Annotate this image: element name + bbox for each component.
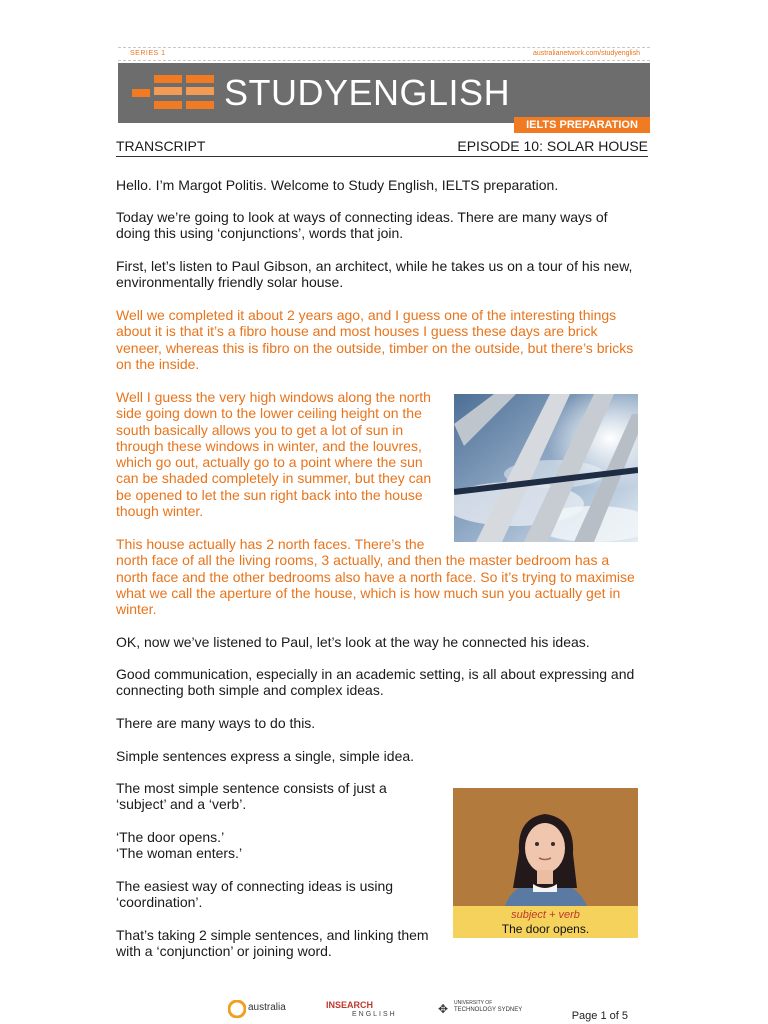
- australia-logo-text: australia: [248, 1002, 286, 1013]
- episode-title: EPISODE 10: SOLAR HOUSE: [457, 138, 648, 154]
- paragraph-intro: Hello. I’m Margot Politis. Welcome to Study English, IELTS preparation.: [116, 177, 559, 193]
- louvres-photo: [454, 394, 638, 542]
- uts-line2: TECHNOLOGY SYDNEY: [454, 1007, 523, 1013]
- ielts-preparation-tag: IELTS PREPARATION: [514, 117, 650, 133]
- document-header: [116, 138, 648, 157]
- paragraph-linking: That’s taking 2 simple sentences, and linking them with a ‘conjunction’ or joining word.: [116, 927, 429, 960]
- paragraph-coordination: The easiest way of connecting ideas is using ‘coordination’.: [116, 878, 394, 911]
- paragraph-many-ways: There are many ways to do this.: [116, 715, 316, 731]
- paragraph-quote-3: This house actually has 2 north faces. There’s the north face of all the living rooms, 3 actually, and then the master bedroom has a north face and the other bedrooms also have a north face. So it’s trying to maximise what we call the aperture of the house, which is how much sun you actually get in winter.: [116, 536, 635, 618]
- transcript-label: TRANSCRIPT: [116, 138, 206, 154]
- brand-title-english: ENGLISH: [348, 72, 511, 113]
- paragraph-good-communication: Good communication, especially in an academic setting, is all about expressing and connecting both simple and complex ideas.: [116, 666, 635, 699]
- page-number: Page 1 of 5: [571, 1010, 628, 1022]
- paragraph-simple-sentences: Simple sentences express a single, simple idea.: [116, 748, 415, 764]
- insearch-english-logo: [326, 1000, 396, 1020]
- study-english-banner: [118, 47, 650, 132]
- uts-logo: [438, 1000, 528, 1020]
- paragraph-most-simple: The most simple sentence consists of just a ‘subject’ and a ‘verb’.: [116, 780, 387, 813]
- footer-logos: [228, 998, 528, 1020]
- uts-crest-icon: ✥: [438, 1002, 449, 1016]
- australia-network-logo: [228, 998, 288, 1020]
- australia-network-icon: [228, 1000, 246, 1018]
- brand-title: [224, 73, 510, 113]
- paragraph-quote-2: Well I guess the very high windows along the north side going down to the lower ceiling height on the south basically allows you to get a lot of sun in through these windows in winter, and the louvres, which go out, actually go to a point where the sun can be shaded completely in summer, but they can be opened to let the sun right back into the house though winter.: [116, 389, 432, 520]
- uts-line1: UNIVERSITY OF: [454, 1000, 493, 1006]
- paragraph-ok: OK, now we’ve listened to Paul, let’s look at the way he connected his ideas.: [116, 634, 590, 650]
- paragraph-quote-1: Well we completed it about 2 years ago, and I guess one of the interesting things about it is that it’s a fibro house and most houses I guess these days are brick veneer, whereas this is fibro on the outside, timber on the outside, but there’s bricks on the inside.: [116, 307, 634, 372]
- paragraph-paul-intro: First, let’s listen to Paul Gibson, an architect, while he takes us on a tour of his new, environmentally friendly solar house.: [116, 258, 633, 291]
- site-url: australianetwork.com/studyenglish: [533, 50, 640, 57]
- banner-top-strip: [118, 47, 650, 61]
- series-label: SERIES 1: [130, 50, 166, 57]
- banner-main: [118, 63, 650, 123]
- paragraph-topic: Today we’re going to look at ways of connecting ideas. There are many ways of doing this using ‘conjunctions’, words that join.: [116, 209, 608, 242]
- insearch-text: INSEARCH: [326, 1000, 374, 1010]
- caption-example: The door opens.: [501, 922, 590, 936]
- english-text: ENGLISH: [352, 1011, 397, 1018]
- paragraph-examples: ‘The door opens.’ ‘The woman enters.’: [116, 829, 243, 862]
- video-caption: [453, 906, 638, 938]
- presenter-photo: [453, 788, 638, 938]
- study-english-logo-icon: [132, 75, 216, 109]
- brand-title-study: STUDY: [224, 72, 349, 113]
- caption-grammar-hint: subject + verb: [511, 909, 580, 921]
